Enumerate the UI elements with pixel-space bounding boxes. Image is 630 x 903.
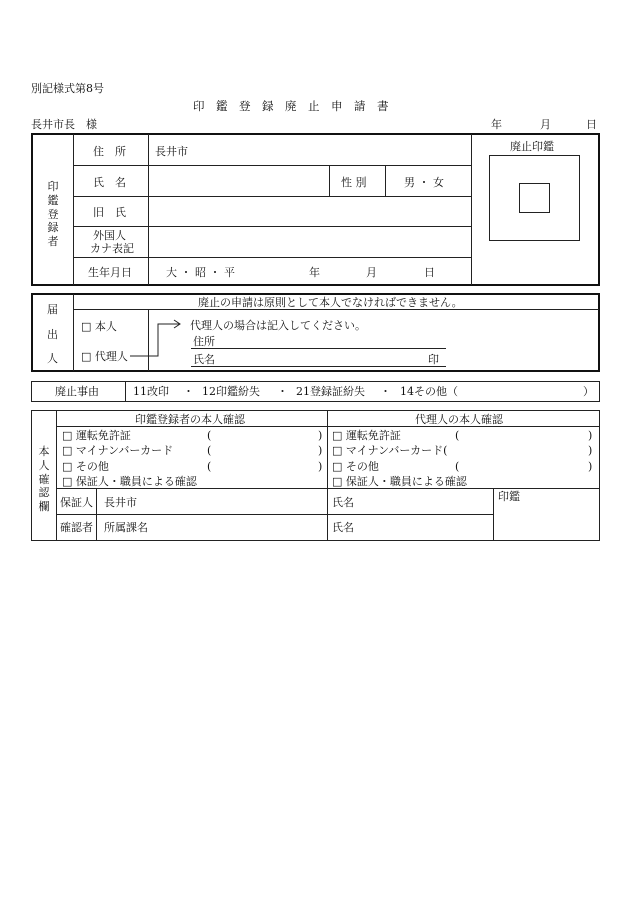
- registrant-id-other[interactable]: □ その他: [62, 460, 109, 473]
- foreign-label-2: カナ表記: [90, 242, 134, 255]
- registrant-id-guarantor[interactable]: □ 保証人・職員による確認: [62, 475, 197, 488]
- gender-options[interactable]: 男 ・ 女: [404, 176, 444, 189]
- reason-separator: ・: [277, 385, 288, 398]
- paren-open: (: [207, 444, 212, 457]
- kana-field[interactable]: [150, 228, 470, 256]
- proxy-name-field[interactable]: [215, 352, 420, 366]
- confirmer-name-label: 氏名: [332, 521, 354, 534]
- reason-label: 廃止事由: [55, 385, 99, 398]
- foreign-label-1: 外国人: [93, 229, 126, 242]
- seal-box-label: 廃止印鑑: [510, 140, 554, 153]
- applicant-label-2: 出: [47, 328, 58, 341]
- era-options[interactable]: 大 ・ 昭 ・ 平: [166, 266, 235, 279]
- reason-option-card-lost[interactable]: 21登録証紛失: [296, 385, 365, 398]
- registrant-id-license[interactable]: □ 運転免許証: [62, 429, 131, 442]
- registrant-section-label: 印鑑登録者: [47, 180, 59, 248]
- birth-year: 年: [309, 266, 320, 279]
- proxy-id-mynumber[interactable]: □ マイナンバーカード(: [332, 444, 448, 457]
- paren-open: (: [207, 460, 212, 473]
- date-day: 日: [586, 118, 597, 131]
- guarantor-name-label: 氏名: [332, 496, 354, 509]
- date-year: 年: [491, 118, 502, 131]
- proxy-checkbox[interactable]: □ 代理人: [81, 350, 128, 363]
- registrant-id-mynumber[interactable]: □ マイナンバーカード: [62, 444, 174, 457]
- name-field[interactable]: [150, 167, 328, 195]
- paren-close: ): [318, 460, 323, 473]
- paren-close: ): [318, 444, 323, 457]
- reason-separator: ・: [380, 385, 391, 398]
- date-month: 月: [540, 118, 551, 131]
- addressee: 長井市長 様: [31, 118, 97, 131]
- gender-label: 性 別: [341, 176, 367, 189]
- self-checkbox[interactable]: □ 本人: [81, 320, 117, 333]
- reason-close-paren: ）: [583, 385, 594, 398]
- birth-label: 生年月日: [88, 266, 132, 279]
- applicant-label-3: 人: [47, 352, 58, 365]
- proxy-seal-label: 印: [428, 353, 439, 366]
- reason-option-seal-lost[interactable]: 12印鑑紛失: [202, 385, 260, 398]
- proxy-instruction: 代理人の場合は記入してください。: [190, 319, 366, 332]
- confirmer-label: 確認者: [60, 521, 93, 534]
- proxy-name-label: 氏名: [193, 353, 215, 366]
- paren-open: (: [207, 429, 212, 442]
- reason-separator: ・: [183, 385, 194, 398]
- paren-close: ): [588, 444, 593, 457]
- reason-option-other[interactable]: 14その他（: [400, 385, 458, 398]
- birth-month: 月: [366, 266, 377, 279]
- seal-stamp-area[interactable]: [519, 183, 550, 213]
- birth-day: 日: [424, 266, 435, 279]
- proxy-id-other[interactable]: □ その他: [332, 460, 379, 473]
- paren-close: ): [318, 429, 323, 442]
- applicant-label-1: 届: [47, 303, 58, 316]
- paren-open: (: [455, 429, 460, 442]
- proxy-id-license[interactable]: □ 運転免許証: [332, 429, 401, 442]
- address-label: 住 所: [93, 145, 126, 158]
- proxy-id-header: 代理人の本人確認: [415, 413, 503, 426]
- paren-open: (: [455, 460, 460, 473]
- identity-section-label: 本人確認欄: [38, 445, 50, 513]
- former-name-label: 旧 氏: [93, 206, 126, 219]
- guarantor-field[interactable]: 長井市: [104, 496, 137, 509]
- proxy-address-label: 住所: [193, 335, 215, 348]
- proxy-address-field[interactable]: [215, 334, 445, 348]
- name-label: 氏 名: [93, 176, 126, 189]
- form-number: 別記様式第8号: [31, 82, 104, 95]
- confirmer-field[interactable]: 所属課名: [104, 521, 148, 534]
- proxy-id-guarantor[interactable]: □ 保証人・職員による確認: [332, 475, 467, 488]
- guarantor-label: 保証人: [60, 496, 93, 509]
- registrant-id-header: 印鑑登録者の本人確認: [135, 413, 245, 426]
- id-seal-label: 印鑑: [498, 490, 520, 503]
- former-name-field[interactable]: [150, 198, 470, 225]
- paren-close: ): [588, 429, 593, 442]
- reason-option-change[interactable]: 11改印: [133, 385, 169, 398]
- address-field[interactable]: 長井市: [155, 145, 188, 158]
- applicant-notice: 廃止の申請は原則として本人でなければできません。: [198, 296, 463, 309]
- form-title: 印 鑑 登 録 廃 止 申 請 書: [193, 99, 389, 113]
- arrow-connector-icon: [128, 316, 184, 362]
- paren-close: ): [588, 460, 593, 473]
